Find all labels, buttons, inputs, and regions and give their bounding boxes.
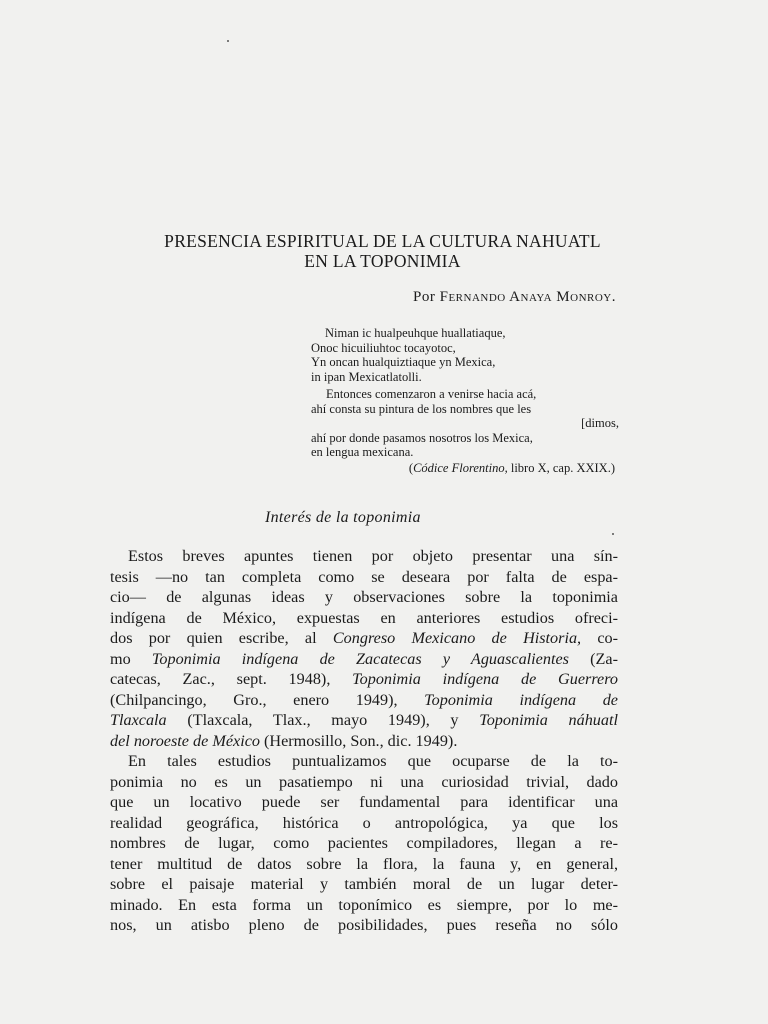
text-run: Estos breves apuntes tienen por objeto presentar una sín- — [128, 547, 618, 565]
text-run: catecas, Zac., sept. 1948), — [110, 670, 353, 688]
body-line — [110, 690, 618, 711]
author-name: Fernando Anaya Monroy. — [439, 289, 616, 305]
body-line: realidad geográfica, histórica o antropológica, ya que los — [110, 813, 618, 832]
text-run: indígena de México, expuestas en anteriores estudios ofreci- — [110, 608, 618, 627]
speck-mark — [612, 533, 614, 535]
text-run-italic: del noroeste de México — [110, 731, 260, 750]
text-run-italic: Tlaxcala — [110, 711, 167, 729]
text-run: (Za- — [568, 649, 618, 668]
epigraph-spanish-line: en lengua mexicana. — [311, 445, 414, 459]
body-line — [110, 567, 618, 588]
body-line — [110, 628, 618, 649]
text-run: mo — [110, 649, 152, 668]
citation-open: ( — [408, 461, 414, 475]
epigraph-nahuatl-line: in ipan Mexicatlatolli. — [311, 369, 422, 384]
body-line — [110, 731, 618, 752]
text-run-italic: Toponimia indígena de Guerrero — [352, 670, 618, 688]
section-heading: Interés de la toponimia — [265, 509, 421, 526]
body-line: tener multitud de datos sobre la flora, la fauna y, en general, — [110, 854, 618, 873]
epigraph-citation — [409, 461, 615, 476]
speck-mark — [227, 40, 229, 42]
epigraph-spanish-line: ahí consta su pintura de los nombres que les — [311, 401, 532, 416]
body-line — [110, 608, 618, 629]
body-line — [110, 710, 618, 731]
article-title — [100, 231, 665, 271]
citation-work: Códice Florentino, — [413, 461, 508, 475]
body-line: En tales estudios puntualizamos que ocuparse de la to- — [128, 752, 618, 770]
epigraph-nahuatl — [311, 326, 619, 384]
text-run-italic: Congreso Mexicano de Historia, — [332, 629, 582, 647]
body-line: nombres de lugar, como pacientes compiladores, llegan a re- — [110, 834, 618, 852]
epigraph-nahuatl-line: Onoc hicuiliuhtoc tocayotoc, — [311, 340, 456, 355]
text-run: dos por quien escribe, al — [110, 629, 333, 647]
body-line — [110, 546, 618, 567]
body-line: nos, un atisbo pleno de posibilidades, pues reseña no sólo — [110, 916, 618, 934]
text-run: cio— de algunas ideas y observaciones sobre la toponimia — [110, 588, 618, 606]
epigraph-spanish-line: ahí por donde pasamos nosotros los Mexica, — [311, 430, 533, 445]
text-run: (Tlaxcala, Tlax., mayo 1949), y — [166, 711, 480, 729]
epigraph-spanish-line: Entonces comenzaron a venirse hacia acá, — [326, 387, 537, 401]
title-line-1: PRESENCIA ESPIRITUAL DE LA CULTURA NAHUATL — [164, 231, 601, 251]
epigraph-spanish-line: [dimos, — [581, 416, 619, 430]
title-line-2: EN LA TOPONIMIA — [304, 251, 461, 271]
text-run-italic: Toponimia indígena de — [424, 690, 618, 709]
text-run-italic: Toponimia náhuatl — [479, 711, 618, 729]
text-run: co- — [581, 629, 619, 647]
text-run: tesis —no tan completa como se deseara por falta de espa- — [110, 567, 618, 586]
text-run: (Chilpancingo, Gro., enero 1949), — [110, 690, 425, 709]
body-line: que un locativo puede ser fundamental para identificar una — [110, 793, 618, 811]
body-line — [110, 649, 618, 670]
epigraph-nahuatl-line: Yn oncan hualquiztiaque yn Mexica, — [311, 355, 496, 369]
body-line: ponimia no es un pasatiempo ni una curiosidad trivial, dado — [110, 772, 618, 791]
citation-ref: libro X, cap. XXIX.) — [507, 461, 615, 475]
body-text — [110, 546, 618, 936]
text-run-italic: Toponimia indígena de Zacatecas y Aguascalientes — [151, 649, 569, 668]
author-prefix: Por — [413, 289, 436, 305]
body-line — [110, 587, 618, 608]
author-byline — [413, 289, 616, 306]
text-run: (Hermosillo, Son., dic. 1949). — [259, 731, 458, 750]
body-line: minado. En esta forma un toponímico es siempre, por lo me- — [110, 895, 618, 914]
epigraph-nahuatl-line: Niman ic hualpeuhque huallatiaque, — [325, 326, 506, 340]
epigraph-spanish — [311, 387, 619, 460]
body-line: sobre el paisaje material y también moral de un lugar deter- — [110, 875, 618, 893]
body-line — [110, 669, 618, 690]
